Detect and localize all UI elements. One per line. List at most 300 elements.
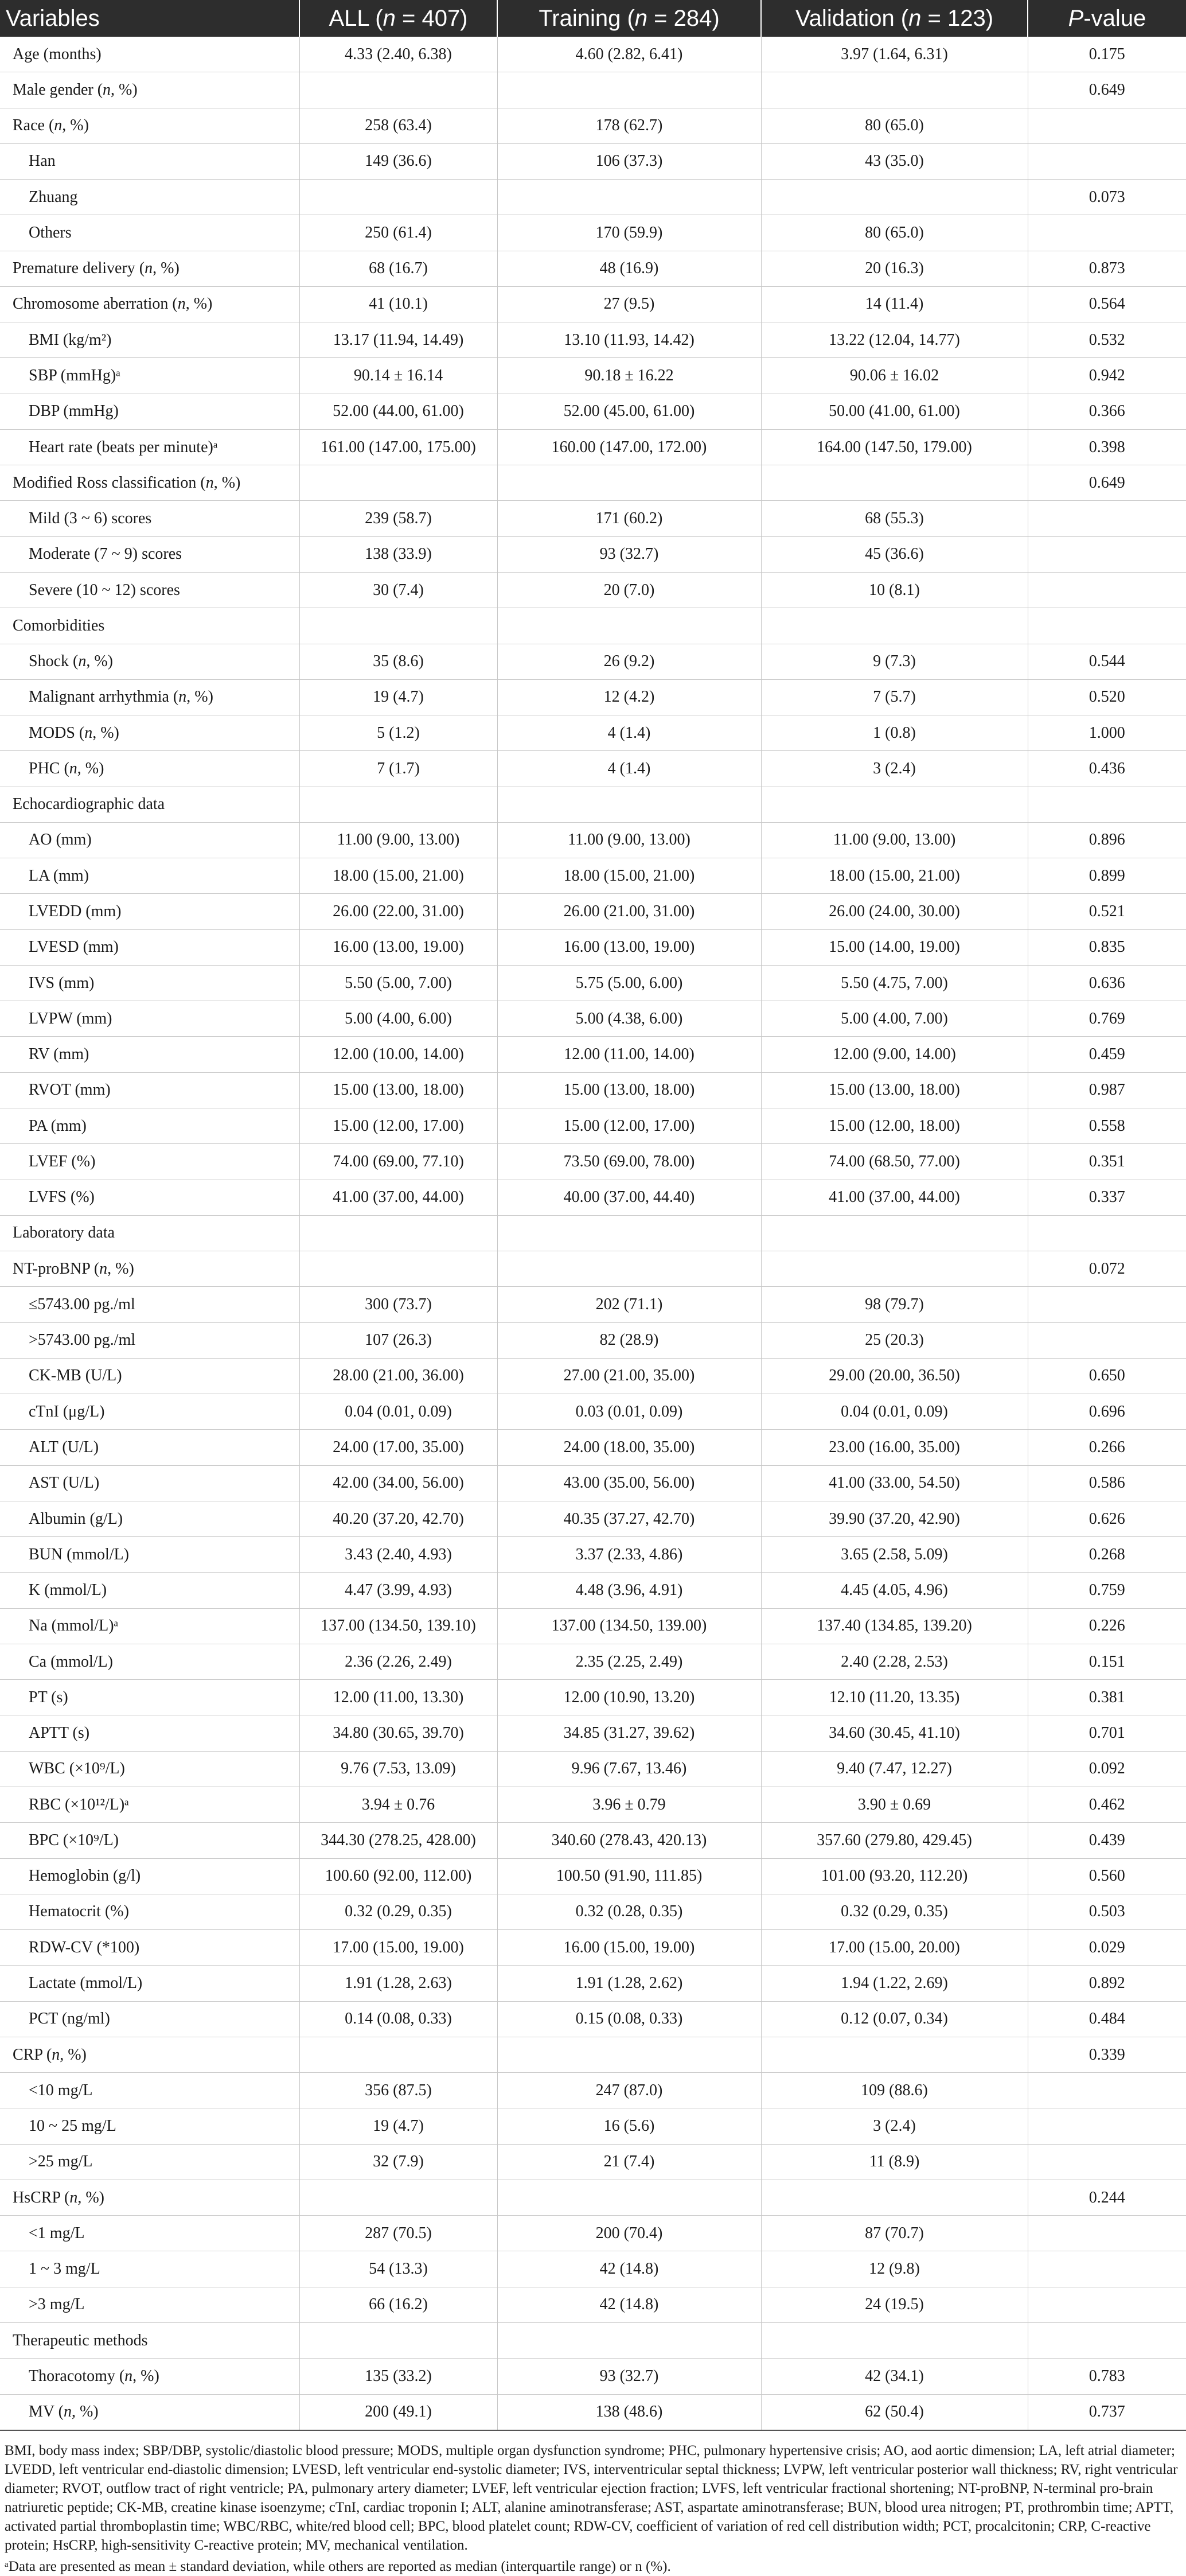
header-pvalue: P-value [1028,0,1186,37]
row-validation-cell [761,2180,1028,2215]
row-pvalue-cell: 0.266 [1028,1430,1186,1465]
row-variable-cell: Malignant arrhythmia (n, %) [0,679,299,715]
row-training-cell: 26 (9.2) [497,644,761,679]
row-training-cell: 26.00 (21.00, 31.00) [497,894,761,929]
row-all-cell: 19 (4.7) [299,2108,497,2144]
row-all-cell: 24.00 (17.00, 35.00) [299,1430,497,1465]
row-pvalue-cell: 0.337 [1028,1180,1186,1215]
table-row [0,2251,1186,2287]
table-row [0,1537,1186,1573]
row-pvalue-cell: 0.381 [1028,1680,1186,1715]
row-all-cell: 356 (87.5) [299,2073,497,2108]
table-row [0,1501,1186,1536]
table-row [0,1966,1186,2001]
row-training-cell: 27 (9.5) [497,286,761,322]
row-training-cell: 40.00 (37.00, 44.40) [497,1180,761,1215]
row-validation-cell: 12 (9.8) [761,2251,1028,2287]
row-training-cell: 43.00 (35.00, 56.00) [497,1465,761,1501]
row-training-cell: 3.96 ± 0.79 [497,1787,761,1823]
row-validation-cell: 3.90 ± 0.69 [761,1787,1028,1823]
header-row [0,0,1186,37]
row-all-cell: 11.00 (9.00, 13.00) [299,822,497,858]
row-training-cell: 5.00 (4.38, 6.00) [497,1001,761,1037]
row-all-cell: 16.00 (13.00, 19.00) [299,929,497,965]
table-row [0,1001,1186,1037]
row-all-cell [299,2037,497,2072]
row-pvalue-cell: 0.783 [1028,2359,1186,2394]
row-training-cell: 16.00 (15.00, 19.00) [497,1930,761,1966]
row-training-cell: 18.00 (15.00, 21.00) [497,858,761,894]
row-all-cell: 34.80 (30.65, 39.70) [299,1715,497,1751]
row-validation-cell: 11.00 (9.00, 13.00) [761,822,1028,858]
row-validation-cell [761,608,1028,644]
row-variable-cell: Ca (mmol/L) [0,1644,299,1679]
table-row [0,1037,1186,1072]
row-pvalue-cell [1028,501,1186,536]
row-training-cell: 138 (48.6) [497,2394,761,2430]
row-validation-cell: 29.00 (20.00, 36.50) [761,1358,1028,1394]
row-training-cell: 48 (16.9) [497,251,761,286]
row-pvalue-cell: 0.151 [1028,1644,1186,1679]
row-validation-cell: 9 (7.3) [761,644,1028,679]
row-variable-cell: IVS (mm) [0,965,299,1001]
row-pvalue-cell: 0.942 [1028,358,1186,394]
row-all-cell: 41 (10.1) [299,286,497,322]
row-validation-cell [761,1215,1028,1251]
row-all-cell: 90.14 ± 16.14 [299,358,497,394]
row-all-cell: 28.00 (21.00, 36.00) [299,1358,497,1394]
row-all-cell: 138 (33.9) [299,536,497,572]
row-all-cell: 0.32 (0.29, 0.35) [299,1894,497,1929]
row-validation-cell: 74.00 (68.50, 77.00) [761,1144,1028,1180]
row-variable-cell: Severe (10 ~ 12) scores [0,572,299,608]
row-variable-cell: APTT (s) [0,1715,299,1751]
table-row [0,2359,1186,2394]
row-all-cell: 40.20 (37.20, 42.70) [299,1501,497,1536]
row-variable-cell: BPC (×10⁹/L) [0,1823,299,1858]
row-all-cell: 18.00 (15.00, 21.00) [299,858,497,894]
row-variable-cell: Lactate (mmol/L) [0,1966,299,2001]
row-variable-cell: Zhuang [0,180,299,215]
row-variable-cell: ≤5743.00 pg./ml [0,1287,299,1322]
row-all-cell [299,1251,497,1287]
row-validation-cell: 42 (34.1) [761,2359,1028,2394]
row-training-cell: 40.35 (37.27, 42.70) [497,1501,761,1536]
row-validation-cell: 5.50 (4.75, 7.00) [761,965,1028,1001]
row-pvalue-cell: 0.558 [1028,1108,1186,1143]
row-validation-cell: 0.04 (0.01, 0.09) [761,1394,1028,1430]
row-variable-cell: Modified Ross classification (n, %) [0,465,299,501]
row-training-cell: 12.00 (11.00, 14.00) [497,1037,761,1072]
row-training-cell: 73.50 (69.00, 78.00) [497,1144,761,1180]
row-variable-cell: cTnI (μg/L) [0,1394,299,1430]
row-pvalue-cell [1028,108,1186,143]
table-row [0,2216,1186,2251]
table-row [0,1930,1186,1966]
row-pvalue-cell: 0.244 [1028,2180,1186,2215]
row-all-cell: 30 (7.4) [299,572,497,608]
row-training-cell [497,72,761,108]
row-variable-cell: PT (s) [0,1680,299,1715]
row-training-cell: 0.03 (0.01, 0.09) [497,1394,761,1430]
row-pvalue-cell: 0.892 [1028,1966,1186,2001]
row-variable-cell: Premature delivery (n, %) [0,251,299,286]
row-variable-cell: Hematocrit (%) [0,1894,299,1929]
row-all-cell [299,465,497,501]
row-training-cell: 27.00 (21.00, 35.00) [497,1358,761,1394]
row-training-cell [497,2323,761,2359]
row-validation-cell: 80 (65.0) [761,108,1028,143]
row-validation-cell: 15.00 (14.00, 19.00) [761,929,1028,965]
table-row [0,1430,1186,1465]
table-row [0,929,1186,965]
row-pvalue-cell [1028,2287,1186,2322]
row-variable-cell: CK-MB (U/L) [0,1358,299,1394]
row-validation-cell: 3.97 (1.64, 6.31) [761,37,1028,72]
row-variable-cell: 10 ~ 25 mg/L [0,2108,299,2144]
row-variable-cell: PA (mm) [0,1108,299,1143]
row-variable-cell: LVEF (%) [0,1144,299,1180]
table-row [0,1108,1186,1143]
row-training-cell [497,787,761,822]
row-variable-cell: Thoracotomy (n, %) [0,2359,299,2394]
row-all-cell: 35 (8.6) [299,644,497,679]
row-all-cell: 41.00 (37.00, 44.00) [299,1180,497,1215]
row-variable-cell: Male gender (n, %) [0,72,299,108]
row-pvalue-cell [1028,2216,1186,2251]
row-validation-cell: 9.40 (7.47, 12.27) [761,1751,1028,1787]
row-pvalue-cell [1028,572,1186,608]
table-row [0,2323,1186,2359]
row-validation-cell: 137.40 (134.85, 139.20) [761,1608,1028,1644]
row-variable-cell: Shock (n, %) [0,644,299,679]
row-variable-cell: Others [0,215,299,251]
row-pvalue-cell: 0.484 [1028,2001,1186,2037]
row-training-cell: 52.00 (45.00, 61.00) [497,394,761,429]
row-variable-cell: NT-proBNP (n, %) [0,1251,299,1287]
row-pvalue-cell: 0.873 [1028,251,1186,286]
table-row [0,858,1186,894]
row-pvalue-cell: 0.521 [1028,894,1186,929]
table-row [0,429,1186,465]
row-all-cell [299,72,497,108]
row-training-cell: 340.60 (278.43, 420.13) [497,1823,761,1858]
row-validation-cell: 62 (50.4) [761,2394,1028,2430]
row-all-cell: 15.00 (12.00, 17.00) [299,1108,497,1143]
table-row [0,322,1186,358]
row-validation-cell: 15.00 (13.00, 18.00) [761,1072,1028,1108]
row-validation-cell: 357.60 (279.80, 429.45) [761,1823,1028,1858]
row-training-cell [497,608,761,644]
row-training-cell: 100.50 (91.90, 111.85) [497,1858,761,1894]
row-training-cell: 4.60 (2.82, 6.41) [497,37,761,72]
table-row [0,1215,1186,1251]
row-variable-cell: Han [0,143,299,179]
row-variable-cell: Hemoglobin (g/l) [0,1858,299,1894]
row-training-cell: 106 (37.3) [497,143,761,179]
row-all-cell: 287 (70.5) [299,2216,497,2251]
table-row [0,536,1186,572]
row-training-cell: 137.00 (134.50, 139.00) [497,1608,761,1644]
row-pvalue-cell: 0.701 [1028,1715,1186,1751]
row-pvalue-cell [1028,787,1186,822]
row-all-cell: 137.00 (134.50, 139.10) [299,1608,497,1644]
row-pvalue-cell [1028,536,1186,572]
table-row [0,572,1186,608]
row-variable-cell: DBP (mmHg) [0,394,299,429]
row-validation-cell [761,180,1028,215]
row-training-cell: 9.96 (7.67, 13.46) [497,1751,761,1787]
row-pvalue-cell: 0.564 [1028,286,1186,322]
row-training-cell: 21 (7.4) [497,2144,761,2180]
row-variable-cell: SBP (mmHg)ᵃ [0,358,299,394]
table-row [0,180,1186,215]
row-variable-cell: Therapeutic methods [0,2323,299,2359]
row-validation-cell: 80 (65.0) [761,215,1028,251]
row-pvalue-cell [1028,1287,1186,1322]
row-training-cell [497,2037,761,2072]
row-variable-cell: LVPW (mm) [0,1001,299,1037]
row-variable-cell: MODS (n, %) [0,715,299,751]
row-training-cell: 15.00 (13.00, 18.00) [497,1072,761,1108]
row-pvalue-cell [1028,2323,1186,2359]
row-all-cell: 19 (4.7) [299,679,497,715]
row-all-cell: 4.33 (2.40, 6.38) [299,37,497,72]
table-row [0,394,1186,429]
row-pvalue-cell: 0.544 [1028,644,1186,679]
row-validation-cell: 5.00 (4.00, 7.00) [761,1001,1028,1037]
row-training-cell: 13.10 (11.93, 14.42) [497,322,761,358]
row-validation-cell [761,465,1028,501]
row-all-cell: 135 (33.2) [299,2359,497,2394]
table-row [0,2108,1186,2144]
row-validation-cell: 87 (70.7) [761,2216,1028,2251]
row-all-cell: 200 (49.1) [299,2394,497,2430]
row-pvalue-cell: 0.835 [1028,929,1186,965]
row-all-cell: 66 (16.2) [299,2287,497,2322]
table-row [0,2073,1186,2108]
row-variable-cell: AST (U/L) [0,1465,299,1501]
row-validation-cell: 12.00 (9.00, 14.00) [761,1037,1028,1072]
row-all-cell: 258 (63.4) [299,108,497,143]
row-variable-cell: PCT (ng/ml) [0,2001,299,2037]
table-row [0,608,1186,644]
row-training-cell: 42 (14.8) [497,2287,761,2322]
table-row [0,501,1186,536]
row-variable-cell: LVFS (%) [0,1180,299,1215]
row-validation-cell: 0.12 (0.07, 0.34) [761,2001,1028,2037]
row-variable-cell: LVEDD (mm) [0,894,299,929]
row-validation-cell: 39.90 (37.20, 42.90) [761,1501,1028,1536]
row-pvalue-cell: 0.649 [1028,72,1186,108]
row-validation-cell: 3.65 (2.58, 5.09) [761,1537,1028,1573]
row-validation-cell: 0.32 (0.29, 0.35) [761,1894,1028,1929]
table-row [0,1680,1186,1715]
row-pvalue-cell [1028,608,1186,644]
row-variable-cell: Echocardiographic data [0,787,299,822]
row-validation-cell: 25 (20.3) [761,1322,1028,1358]
row-variable-cell: Moderate (7 ~ 9) scores [0,536,299,572]
header-validation: Validation (n = 123) [761,0,1028,37]
row-pvalue-cell: 0.226 [1028,1608,1186,1644]
row-validation-cell: 101.00 (93.20, 112.20) [761,1858,1028,1894]
row-all-cell: 74.00 (69.00, 77.10) [299,1144,497,1180]
row-all-cell: 344.30 (278.25, 428.00) [299,1823,497,1858]
row-all-cell: 300 (73.7) [299,1287,497,1322]
row-training-cell: 4.48 (3.96, 4.91) [497,1573,761,1608]
row-training-cell [497,180,761,215]
row-variable-cell: Heart rate (beats per minute)ᵃ [0,429,299,465]
row-validation-cell [761,2323,1028,2359]
table-row [0,465,1186,501]
row-pvalue-cell [1028,215,1186,251]
row-pvalue-cell: 0.636 [1028,965,1186,1001]
row-training-cell: 247 (87.0) [497,2073,761,2108]
row-pvalue-cell: 0.650 [1028,1358,1186,1394]
row-pvalue-cell: 0.649 [1028,465,1186,501]
row-validation-cell: 1.94 (1.22, 2.69) [761,1966,1028,2001]
row-pvalue-cell: 0.436 [1028,751,1186,787]
row-variable-cell: Albumin (g/L) [0,1501,299,1536]
row-pvalue-cell: 1.000 [1028,715,1186,751]
table-row [0,1144,1186,1180]
row-all-cell: 7 (1.7) [299,751,497,787]
row-all-cell: 5 (1.2) [299,715,497,751]
row-validation-cell: 17.00 (15.00, 20.00) [761,1930,1028,1966]
row-pvalue-cell: 0.626 [1028,1501,1186,1536]
row-pvalue-cell: 0.366 [1028,394,1186,429]
row-all-cell: 1.91 (1.28, 2.63) [299,1966,497,2001]
row-validation-cell: 2.40 (2.28, 2.53) [761,1644,1028,1679]
table-row [0,108,1186,143]
row-variable-cell: Chromosome aberration (n, %) [0,286,299,322]
row-validation-cell: 13.22 (12.04, 14.77) [761,322,1028,358]
row-training-cell: 16 (5.6) [497,2108,761,2144]
row-pvalue-cell: 0.899 [1028,858,1186,894]
row-pvalue-cell: 0.073 [1028,180,1186,215]
row-pvalue-cell [1028,2251,1186,2287]
row-training-cell: 12.00 (10.90, 13.20) [497,1680,761,1715]
row-variable-cell: <1 mg/L [0,2216,299,2251]
row-validation-cell: 7 (5.7) [761,679,1028,715]
row-all-cell: 12.00 (10.00, 14.00) [299,1037,497,1072]
row-validation-cell: 41.00 (33.00, 54.50) [761,1465,1028,1501]
row-validation-cell: 14 (11.4) [761,286,1028,322]
row-training-cell [497,1251,761,1287]
table-row [0,1394,1186,1430]
row-variable-cell: LA (mm) [0,858,299,894]
row-pvalue-cell: 0.351 [1028,1144,1186,1180]
row-all-cell: 161.00 (147.00, 175.00) [299,429,497,465]
row-validation-cell [761,1251,1028,1287]
row-variable-cell: BUN (mmol/L) [0,1537,299,1573]
row-variable-cell: WBC (×10⁹/L) [0,1751,299,1787]
row-validation-cell: 11 (8.9) [761,2144,1028,2180]
row-variable-cell: Laboratory data [0,1215,299,1251]
row-validation-cell [761,787,1028,822]
row-all-cell: 68 (16.7) [299,251,497,286]
row-pvalue-cell: 0.737 [1028,2394,1186,2430]
row-training-cell: 5.75 (5.00, 6.00) [497,965,761,1001]
row-validation-cell: 164.00 (147.50, 179.00) [761,429,1028,465]
row-validation-cell: 3 (2.4) [761,2108,1028,2144]
table-row [0,2001,1186,2037]
table-row [0,215,1186,251]
row-all-cell: 0.14 (0.08, 0.33) [299,2001,497,2037]
row-validation-cell: 12.10 (11.20, 13.35) [761,1680,1028,1715]
row-pvalue-cell: 0.987 [1028,1072,1186,1108]
row-pvalue-cell [1028,2108,1186,2144]
table-row [0,143,1186,179]
table-row [0,1465,1186,1501]
row-training-cell: 160.00 (147.00, 172.00) [497,429,761,465]
row-validation-cell: 1 (0.8) [761,715,1028,751]
table-row [0,1787,1186,1823]
table-row [0,72,1186,108]
row-pvalue-cell: 0.759 [1028,1573,1186,1608]
abbreviations-note: BMI, body mass index; SBP/DBP, systolic/diastolic blood pressure; MODS, multiple organ dysfunction syndrome; PHC, pulmonary hypertensive crisis; AO, aod aortic dimension; LA, left atrial diameter; LVEDD, left ventricular end-diastolic dimension; LVESD, left ventricular end-systolic diameter; IVS, interventricular septal thickness; LVPW, left ventricular posterior wall thickness; RV, right ventricular diameter; RVOT, outflow tract of right ventricle; PA, pulmonary artery diameter; LVEF, left ventricular ejection fraction; LVFS, left ventricular fractional shortening; NT-proBNP, N-terminal pro-brain natriuretic peptide; CK-MB, creatine kinase isoenzyme; cTnI, cardiac troponin I; ALT, alanine aminotransferase; AST, aspartate aminotransferase; BUN, blood urea nitrogen; PT, prothrombin time; APTT, activated partial thromboplastin time; WBC/RBC, white/red blood cell; BPC, blood platelet count; RDW-CV, coefficient of variation of red cell distribution width; PCT, procalcitonin; CRP, C-reactive protein; HsCRP, high-sensitivity C-reactive protein; MV, mechanical ventilation. [5,2442,1178,2553]
table-row [0,1894,1186,1929]
row-pvalue-cell: 0.398 [1028,429,1186,465]
row-pvalue-cell: 0.439 [1028,1823,1186,1858]
row-variable-cell: >5743.00 pg./ml [0,1322,299,1358]
row-training-cell: 202 (71.1) [497,1287,761,1322]
row-variable-cell: CRP (n, %) [0,2037,299,2072]
row-pvalue-cell: 0.092 [1028,1751,1186,1787]
row-all-cell: 149 (36.6) [299,143,497,179]
row-all-cell [299,2323,497,2359]
row-all-cell: 107 (26.3) [299,1322,497,1358]
row-all-cell: 100.60 (92.00, 112.00) [299,1858,497,1894]
row-variable-cell: PHC (n, %) [0,751,299,787]
table-row [0,1715,1186,1751]
row-pvalue-cell: 0.696 [1028,1394,1186,1430]
row-variable-cell: Comorbidities [0,608,299,644]
row-validation-cell [761,72,1028,108]
row-training-cell: 0.15 (0.08, 0.33) [497,2001,761,2037]
row-variable-cell: BMI (kg/m²) [0,322,299,358]
table-row [0,822,1186,858]
row-validation-cell: 26.00 (24.00, 30.00) [761,894,1028,929]
row-all-cell: 0.04 (0.01, 0.09) [299,1394,497,1430]
row-pvalue-cell: 0.586 [1028,1465,1186,1501]
row-pvalue-cell: 0.175 [1028,37,1186,72]
row-validation-cell: 34.60 (30.45, 41.10) [761,1715,1028,1751]
row-validation-cell: 50.00 (41.00, 61.00) [761,394,1028,429]
row-pvalue-cell: 0.029 [1028,1930,1186,1966]
table-row [0,2037,1186,2072]
row-variable-cell: RBC (×10¹²/L)ᵃ [0,1787,299,1823]
table-row [0,2180,1186,2215]
row-all-cell [299,2180,497,2215]
table-row [0,2394,1186,2430]
table-row [0,358,1186,394]
row-training-cell: 4 (1.4) [497,715,761,751]
row-all-cell [299,1215,497,1251]
row-variable-cell: RV (mm) [0,1037,299,1072]
row-pvalue-cell: 0.339 [1028,2037,1186,2072]
header-training: Training (n = 284) [497,0,761,37]
row-validation-cell: 20 (16.3) [761,251,1028,286]
table-row [0,1180,1186,1215]
table-row [0,751,1186,787]
table-row [0,1072,1186,1108]
row-all-cell: 12.00 (11.00, 13.30) [299,1680,497,1715]
row-training-cell: 2.35 (2.25, 2.49) [497,1644,761,1679]
row-all-cell: 13.17 (11.94, 14.49) [299,322,497,358]
footnote: ᵃData are presented as mean ± standard deviation, while others are reported as median (interquartile range) or n (%). [5,2558,671,2574]
row-all-cell: 15.00 (13.00, 18.00) [299,1072,497,1108]
